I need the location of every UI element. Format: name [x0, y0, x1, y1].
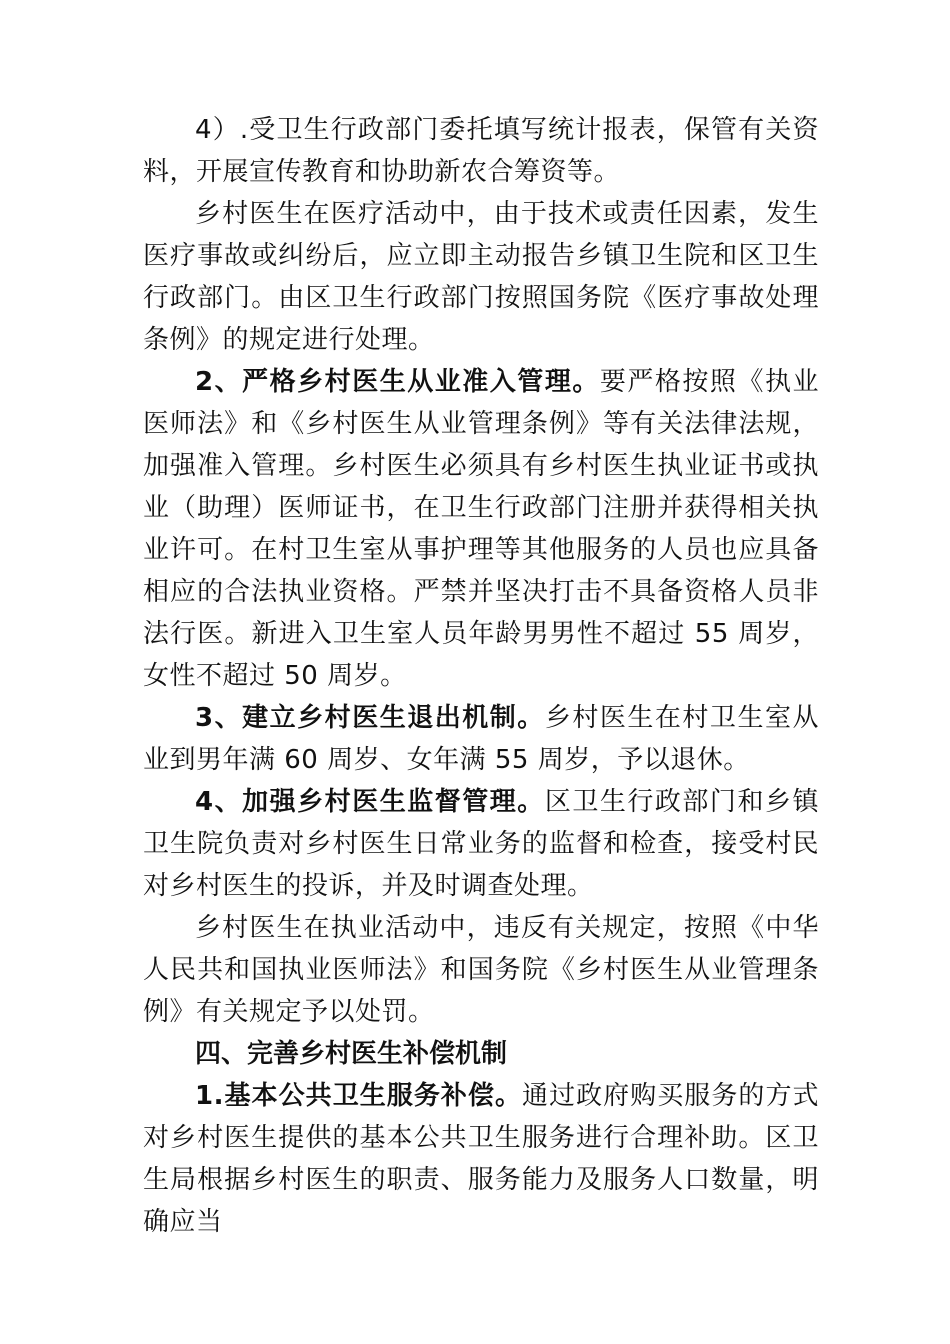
paragraph-text: 乡村医生在医疗活动中，由于技术或责任因素，发生医疗事故或纠纷后，应立即主动报告乡镇卫生院和区卫生行政部门。由区卫生行政部门按照国务院《医疗事故处理条例》的规定进行处理。: [143, 199, 819, 355]
paragraph-text: 乡村医生在执业活动中，违反有关规定，按照《中华人民共和国执业医师法》和国务院《乡村医生从业管理条例》有关规定予以处罚。: [143, 913, 819, 1027]
paragraph-text: 通过政府购买服务的方式对乡村医生提供的基本公共卫生服务进行合理补助。区卫生局根据乡村医生的职责、服务能力及服务人口数量，明确应当: [143, 1081, 819, 1237]
paragraph-duty-4: [143, 109, 819, 193]
paragraph-exit-mechanism: [143, 697, 819, 781]
paragraph-penalty: [143, 907, 819, 1033]
paragraph-text: 乡村医生在村卫生室从业到男年满 60 周岁、女年满 55 周岁，予以退休。: [143, 703, 819, 775]
document-body: [143, 109, 819, 1243]
section-heading: 四、完善乡村医生补偿机制: [195, 1039, 508, 1069]
paragraph-lead: 3、建立乡村医生退出机制。: [195, 703, 545, 733]
paragraph-accident-report: [143, 193, 819, 361]
paragraph-supervision: [143, 781, 819, 907]
paragraph-text: 区卫生行政部门和乡镇卫生院负责对乡村医生日常业务的监督和检查，接受村民对乡村医生的投诉，并及时调查处理。: [143, 787, 819, 901]
paragraph-text: 4）.受卫生行政部门委托填写统计报表，保管有关资料，开展宣传教育和协助新农合筹资等。: [143, 115, 819, 187]
paragraph-access-management: [143, 361, 819, 697]
paragraph-text: 要严格按照《执业医师法》和《乡村医生从业管理条例》等有关法律法规，加强准入管理。乡村医生必须具有乡村医生执业证书或执业（助理）医师证书，在卫生行政部门注册并获得相关执业许可。在村卫生室从事护理等其他服务的人员也应具备相应的合法执业资格。严禁并坚决打击不具备资格人员非法行医。新进入卫生室人员年龄男男性不超过 55 周岁，女性不超过 50 周岁。: [143, 367, 819, 691]
paragraph-public-health-compensation: [143, 1075, 819, 1243]
paragraph-lead: 2、严格乡村医生从业准入管理。: [195, 367, 600, 397]
paragraph-lead: 4、加强乡村医生监督管理。: [195, 787, 545, 817]
paragraph-lead: 1.基本公共卫生服务补偿。: [195, 1081, 523, 1111]
